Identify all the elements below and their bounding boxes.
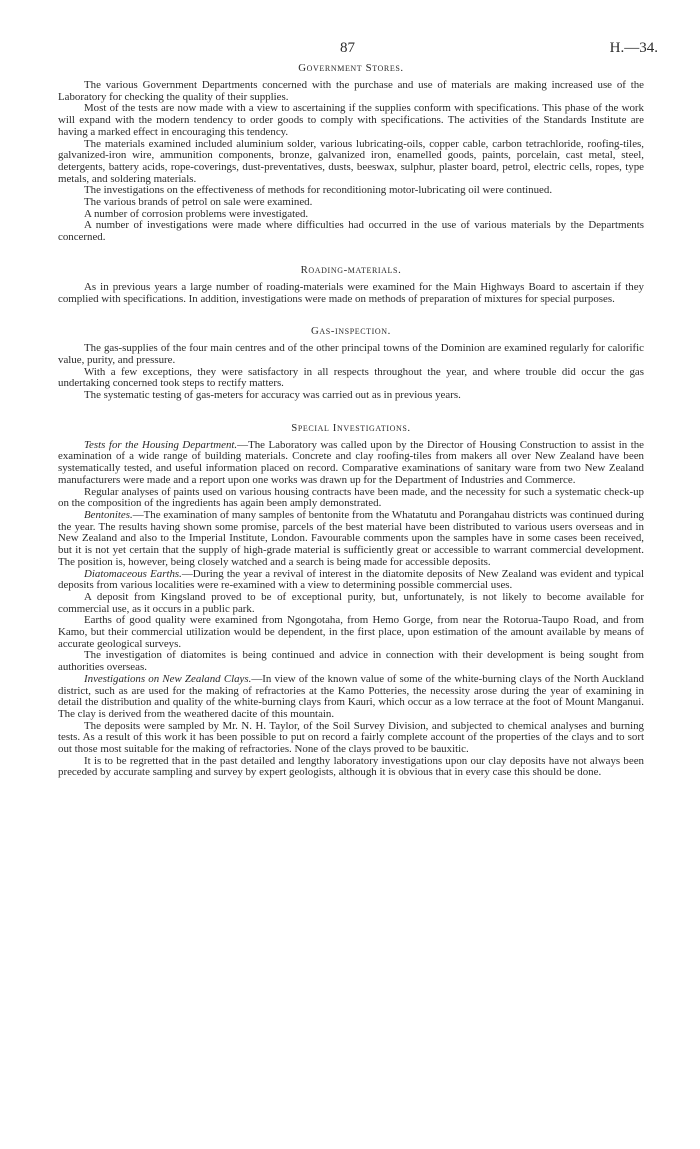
paragraph-text: The gas-supplies of the four main centres and of the other principal towns of the Dominion are examined regularly for calorific value, purity, and pressure. [58, 342, 644, 366]
paragraph-text: Most of the tests are now made with a view to ascertaining if the supplies conform with specifications. This phase of the work will expand with the modern tendency to order goods to comply with specifications. The activities of the Standards Institute are having a marked effect in encouraging this tendency. [58, 102, 644, 138]
paragraph-text: With a few exceptions, they were satisfactory in all respects throughout the year, and where trouble did occur the gas undertaking concerned took steps to rectify matters. [58, 365, 644, 390]
document-page [58, 40, 658, 779]
paragraph-text: The investigation of diatomites is being continued and advice in connection with their development is being sought from authorities overseas. [58, 649, 644, 674]
paragraph [58, 592, 644, 615]
paragraph [58, 343, 644, 366]
document-reference: H.—34. [609, 40, 658, 56]
paragraph [58, 487, 644, 510]
paragraph-lead: Diatomaceous Earths. [84, 567, 182, 580]
section-heading: Special Investigations. [291, 421, 411, 434]
paragraph-text: A number of investigations were made where difficulties had occurred in the use of various materials by the Departments concerned. [58, 219, 644, 244]
paragraph-text: The investigations on the effectiveness of methods for reconditioning motor-lubricating oil were continued. [84, 184, 553, 197]
paragraph-text: The various Government Departments concerned with the purchase and use of materials are making increased use of the Laboratory for checking the quality of their supplies. [58, 79, 644, 103]
paragraph [58, 103, 644, 138]
paragraph-text: —The Laboratory was called upon by the Director of Housing Construction to assist in the examination of a wide range of building materials. Concrete and clay roofing-tiles from makers all over New Zealand have been systematically tested, and useful information placed on record. Comparative examinations of sanitary ware from two New Zealand manufacturers were made and a report upon one works was drawn up for the Department of Industries and Commerce. [58, 438, 644, 486]
paragraph [58, 650, 644, 673]
paragraph [58, 440, 644, 487]
document-body [58, 62, 644, 779]
paragraph [58, 139, 644, 186]
paragraph [58, 367, 644, 390]
paragraph-text: The deposits were sampled by Mr. N. H. Taylor, of the Soil Survey Division, and subjected to chemical analyses and burning tests. As a result of this work it has been possible to put on record a fairly complete account of the properties of the clays and to sort out those most suitable for the making of refractories. None of the clays proved to be bauxitic. [58, 719, 644, 756]
paragraph-text: Regular analyses of paints used on various housing contracts have been made, and the necessity for such a systematic check-up on the composition of the ingredients has again been amply demonstrated. [58, 485, 644, 510]
paragraph [58, 674, 644, 721]
paragraph [58, 282, 644, 305]
paragraph [58, 80, 644, 103]
paragraph [58, 756, 644, 779]
paragraph-text: The various brands of petrol on sale were examined. [84, 196, 313, 209]
paragraph-text: The systematic testing of gas-meters for accuracy was carried out as in previous years. [84, 389, 461, 402]
section-heading: Gas-inspection. [311, 325, 391, 338]
paragraph-lead: Bentonites. [84, 508, 133, 521]
paragraph-text: —In view of the known value of some of the white-burning clays of the North Auckland district, such as are used for the making of refractories at the Kamo Potteries, the necessity arose during the year of examining in detail the distribution and quality of the white-burning clays from Kauri, which occur as a low terrace at the foot of Mount Manganui. The clay is derived from the weathered dacite of this mountain. [58, 672, 644, 720]
page-number: 87 [340, 40, 355, 56]
paragraph [58, 569, 644, 592]
section [58, 422, 644, 779]
paragraph [58, 615, 644, 650]
section [58, 62, 644, 244]
paragraph [58, 390, 644, 402]
paragraph-text: A deposit from Kingsland proved to be of exceptional purity, but, unfortunately, is not likely to become available for commercial use, as it occurs in a public park. [58, 590, 644, 615]
page-header [58, 40, 658, 62]
paragraph-text: Earths of good quality were examined from Ngongotaha, from Hemo Gorge, from near the Rotorua-Taupo Road, and from Kamo, but their commercial utilization would be dependent, in the first place, upon estimation of the amount available by means of accurate geological surveys. [58, 614, 644, 650]
section-heading: Roading-materials. [300, 263, 402, 276]
paragraph [58, 220, 644, 243]
section-heading: Government Stores. [298, 62, 404, 74]
paragraph-text: As in previous years a large number of roading-materials were examined for the Main Highways Board to ascertain if they complied with specifications. In addition, investigations were made on methods of preparation of mixtures for special purposes. [58, 280, 644, 305]
paragraph-text: It is to be regretted that in the past detailed and lengthy laboratory investigations upon our clay deposits have not always been preceded by accurate sampling and survey by expert geologists, although it is obvious that in every case this should be done. [58, 754, 644, 779]
section [58, 264, 644, 305]
paragraph [58, 721, 644, 756]
paragraph-lead: Investigations on New Zealand Clays. [84, 672, 252, 685]
paragraph-text: The materials examined included aluminium solder, various lubricating-oils, copper cable, carbon tetrachloride, roofing-tiles, galvanized-iron wire, ammunition components, bronze, galvanized iron, enamelled goods, paints, porcelain, cast metal, steel, detergents, battery acids, rope-coverings, dust-preventatives, dusts, beeswax, sulphur, plaster board, petrol, electric cells, ropes, type metals, and soldering materials. [58, 137, 644, 185]
paragraph-lead: Tests for the Housing Department. [84, 438, 238, 451]
section [58, 325, 644, 402]
paragraph-text: —The examination of many samples of bentonite from the Whatatutu and Porangahau districts was continued during the year. The results having shown some promise, parcels of the best material have been distributed to various users overseas and in New Zealand and also to the Imperial Institute, London. Favourable comments upon the samples have in some cases been received, but it is not yet certain that the supply of high-grade material is sufficiently great or accessible to warrant commercial development. The position is, however, being closely watched and a search is being made for accessible deposits. [58, 508, 644, 568]
paragraph-text: —During the year a revival of interest in the diatomite deposits of New Zealand was evident and typical deposits from various localities were re-examined with a view to determining possible commercial uses. [58, 567, 645, 592]
paragraph [58, 510, 644, 569]
paragraph-text: A number of corrosion problems were investigated. [84, 207, 309, 220]
